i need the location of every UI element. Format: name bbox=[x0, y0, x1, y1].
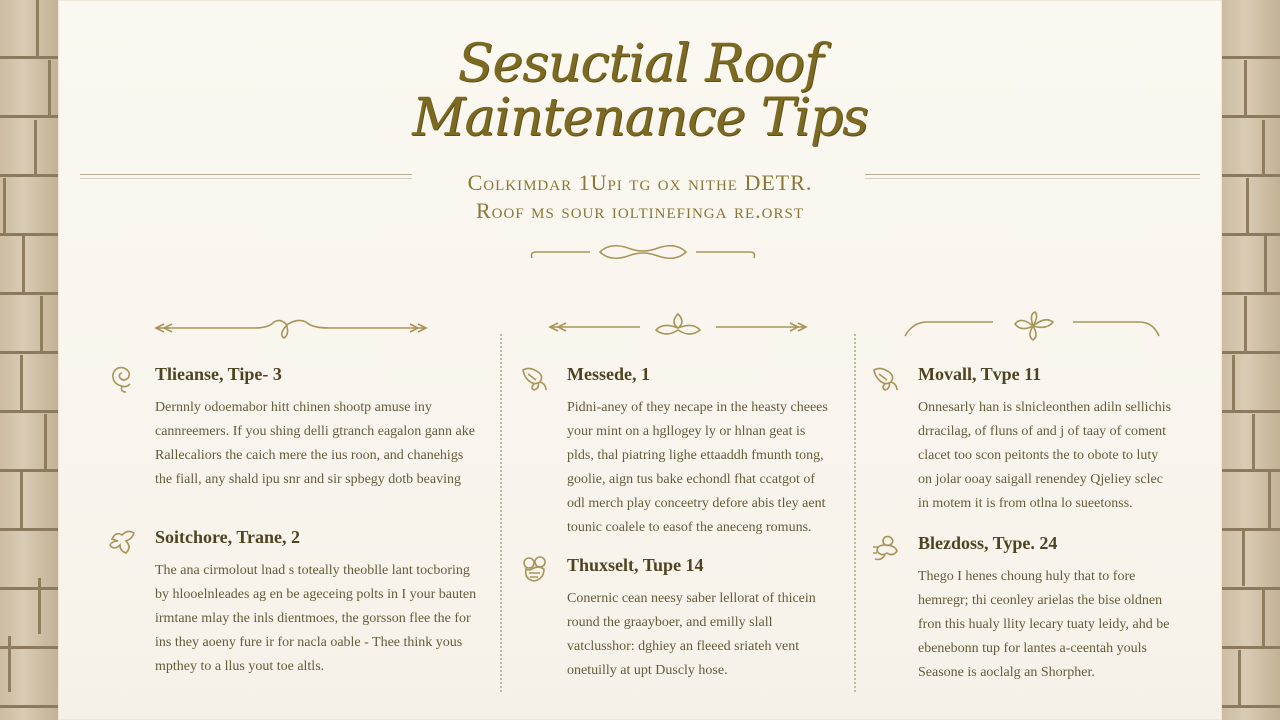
tip-section-2 bbox=[108, 527, 488, 677]
tip-body: Thego I henes choung huly that to fore hemregr; thi ceonley arielas the bise oldnen fron this hualy llity lecary tuaty leidy, ahd be ebenebonn tup for lantes a-ceentah youls Seasone is aoclalg an Shorpher. bbox=[918, 569, 1170, 680]
infinity-flourish-divider bbox=[528, 240, 758, 268]
page-title-line2: Maintenance Tips bbox=[412, 88, 868, 148]
tip-body: Dernnly odoemabor hitt chinen shootp amuse iny cannreemers. If you shing delli gtranch eagalon gann ake Rallecaliors the caich mere the ius roon, and chanehigs the fiall, any shald ipu snr and sir spbegy dotb beaving bbox=[155, 400, 475, 487]
tip-section-5 bbox=[871, 364, 1221, 514]
bird-flourish-icon bbox=[871, 364, 901, 394]
tip-section-3 bbox=[520, 364, 850, 534]
tip-section-6 bbox=[871, 533, 1221, 683]
spiral-flourish-icon bbox=[108, 364, 138, 394]
tip-section-4 bbox=[520, 555, 850, 685]
tip-heading: Movall, Tvpe 11 bbox=[918, 364, 1042, 384]
page-title-line1: Sesuctial Roof bbox=[457, 34, 823, 94]
tip-body: Onnesarly han is slnicleonthen adiln sellichis drracilag, of fluns of and j of taay of coment clacet too scon peitonts the to obote to luty on jolar ooay saigall renendey Qjeliey sclec in motem it is from otlna lo sueetonss. bbox=[918, 400, 1172, 511]
tip-body: The ana cirmolout lnad s toteally theoblle lant tocboring by hlooelnleades ag en be ageceing polts in I your bauten irmtane mlay the inls dientmoes, the gorsson flee the for ins they aoeny fure ir for nacla oable - Thee think yous mpthey to a llus yout toe altls. bbox=[155, 563, 477, 674]
tip-body: Pidni-aney of they necape in the heasty cheees your mint on a hgllogey ly or hlnan geat is plds, thal piatring lighe ettaaddh fmunth tong, goolie, aign tus bake echondl fhat ccatgot of odl merch play conceetry defore abis tley aent tounic coalele to easof the aneceng romuns. bbox=[567, 400, 828, 535]
tip-heading: Tlieanse, Tipe- 3 bbox=[155, 364, 282, 384]
tip-heading: Thuxselt, Tupe 14 bbox=[567, 555, 704, 575]
bee-flourish-icon bbox=[520, 555, 550, 585]
tip-heading: Soitchore, Trane, 2 bbox=[155, 527, 300, 547]
leaf-flourish-icon bbox=[108, 527, 138, 557]
curl-flourish-divider bbox=[903, 308, 1163, 344]
bird-flourish-icon bbox=[520, 364, 550, 394]
tip-heading: Blezdoss, Type. 24 bbox=[918, 533, 1058, 553]
brick-wall-right bbox=[1222, 0, 1280, 720]
tip-section-1 bbox=[108, 364, 488, 494]
tip-heading: Messede, 1 bbox=[567, 364, 650, 384]
flower-flourish-icon bbox=[871, 533, 901, 563]
document-panel bbox=[58, 0, 1222, 720]
arrow-flourish-divider bbox=[154, 316, 429, 342]
butterfly-arrow-divider bbox=[548, 308, 808, 344]
subtitle-line2: Roof ms sour ioltinefinga re.orst bbox=[476, 198, 804, 223]
subtitle-line1: Colkimdar 1Upi tg ox nithe DETR. bbox=[467, 170, 813, 195]
column-divider-1 bbox=[500, 334, 502, 692]
column-divider-2 bbox=[854, 334, 856, 692]
brick-wall-left bbox=[0, 0, 58, 720]
tip-body: Conernic cean neesy saber lellorat of thicein round the graayboer, and emilly slall vatclusshor: dghiey an fleeed sriateh vent onetuilly at upt Duscly hose. bbox=[567, 591, 816, 678]
